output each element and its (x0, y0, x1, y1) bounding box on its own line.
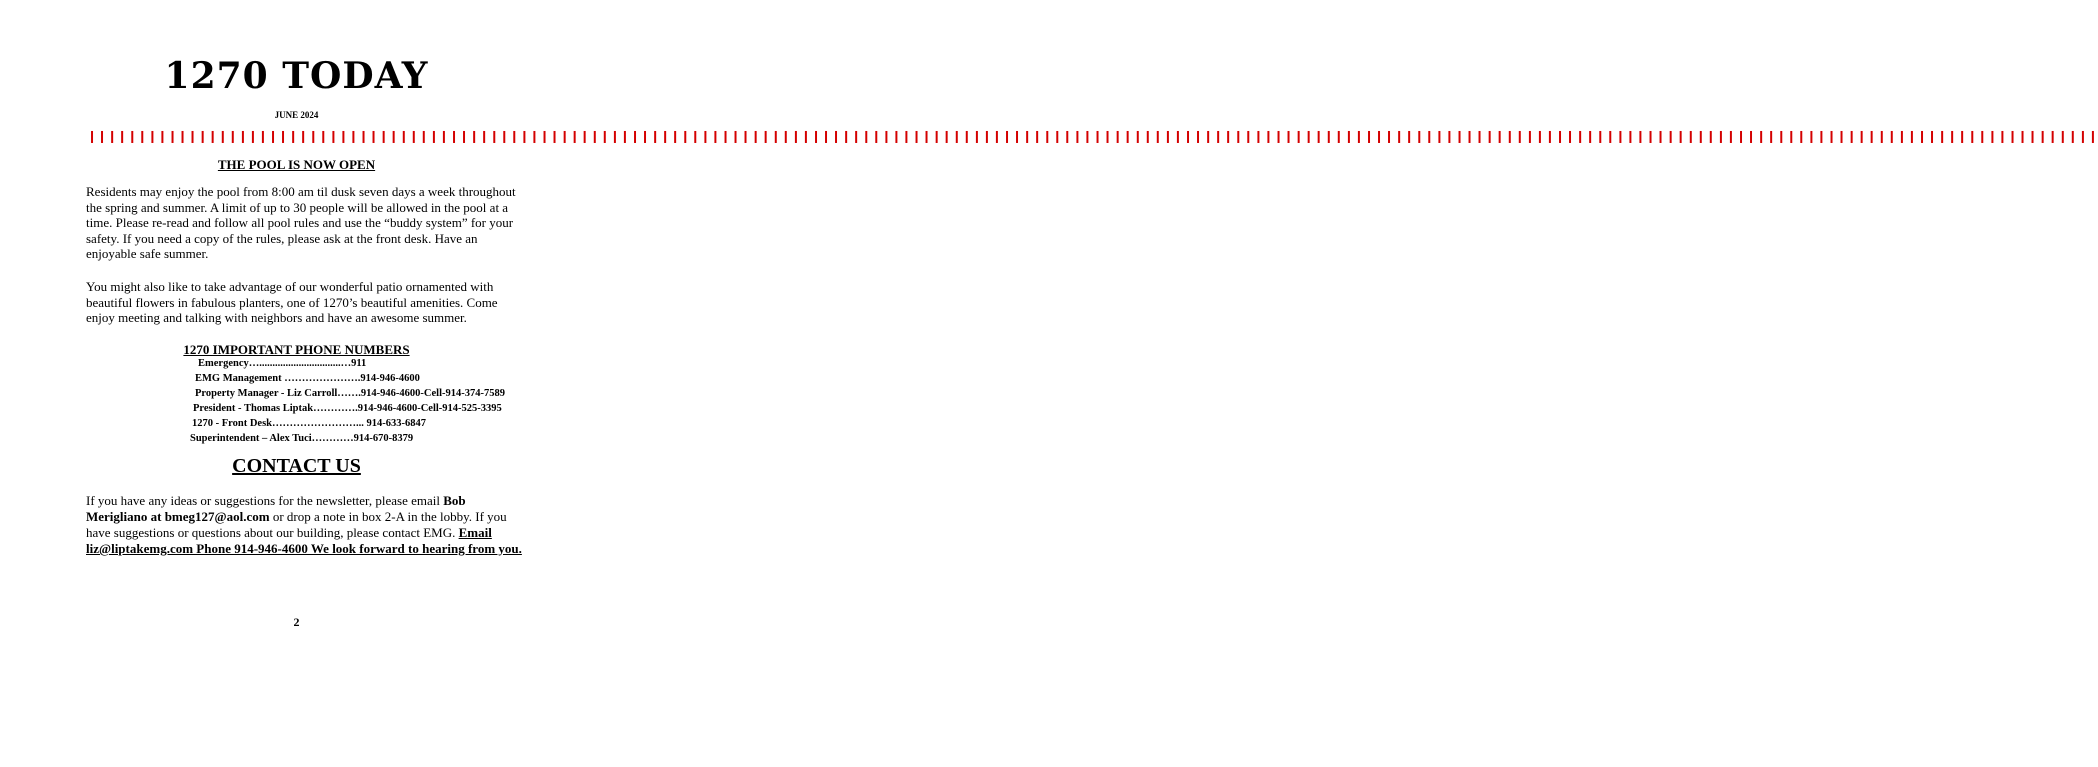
phone-entry-management: EMG Management ………………….914-946-4600 (195, 373, 420, 384)
newsletter-contact-email: Bob Merigliano at bmeg127@aol.com (86, 493, 466, 524)
phone-entry-property-manager: Property Manager - Liz Carroll…….914-946-4600-Cell-914-374-7589 (195, 388, 505, 399)
page-number: 2 (293, 615, 300, 629)
phone-entry-emergency: Emergency…...............................…911 (198, 358, 367, 369)
contact-text: If you have any ideas or suggestions for the newsletter, please email (86, 493, 444, 508)
pool-paragraph: Residents may enjoy the pool from 8:00 am til dusk seven days a week throughout the spring and summer. A limit of up to 30 people will be allowed in the pool at a time. Please re-read and follow all pool rules and use the “buddy system” for your safety. If you need a copy of the rules, please ask at the front desk. Have an enjoyable safe summer. (86, 184, 516, 261)
phone-entry-front-desk: 1270 - Front Desk……………………... 914-633-6847 (192, 418, 427, 429)
phone-entry-president: President - Thomas Liptak………….914-946-4600-Cell-914-525-3395 (193, 403, 502, 414)
red-divider: ❙❙❙❙❙❙❙❙❙❙❙❙❙❙❙❙❙❙❙❙❙❙❙❙❙❙❙❙❙❙❙❙❙❙❙❙❙❙❙❙❙❙❙❙❙❙❙❙❙❙❙❙❙❙❙❙❙❙❙❙❙❙❙❙❙❙❙❙❙❙❙❙❙❙❙❙❙❙❙❙❙❙❙❙❙❙❙❙❙❙❙❙❙❙❙❙❙❙❙❙❙❙❙❙❙❙❙❙❙❙❙❙❙❙❙❙❙❙❙❙❙❙❙❙❙❙❙❙❙❙❙❙❙❙❙❙❙❙❙❙❙❙❙❙❙❙❙❙❙❙❙❙❙❙❙❙❙❙❙❙❙❙❙❙❙❙❙❙❙❙❙❙❙❙❙❙❙❙❙❙❙❙❙❙❙❙❙❙❙❙❙❙❙❙❙❙❙❙❙❙ (87, 129, 2098, 143)
contact-text-2: or drop a note in box 2-A in the lobby. If you have suggestions or questions about our building, please contact EMG. (86, 509, 507, 540)
issue-date: JUNE 2024 (274, 110, 319, 120)
emg-contact-info: Email liz@liptakemg.com Phone 914-946-4600 We look forward to hearing from you. (86, 525, 522, 556)
pool-heading: THE POOL IS NOW OPEN (217, 157, 376, 172)
patio-paragraph: You might also like to take advantage of our wonderful patio ornamented with beautiful flowers in fabulous planters, one of 1270’s beautiful amenities. Come enjoy meeting and talking with neighbors and have an awesome summer. (86, 279, 498, 325)
newsletter-title: 1270 TODAY (164, 55, 429, 97)
contact-heading: CONTACT US (232, 455, 361, 477)
contact-paragraph (86, 493, 526, 557)
phone-entry-superintendent: Superintendent – Alex Tuci…………914-670-8379 (190, 433, 414, 444)
phone-numbers-heading: 1270 IMPORTANT PHONE NUMBERS (183, 342, 410, 357)
